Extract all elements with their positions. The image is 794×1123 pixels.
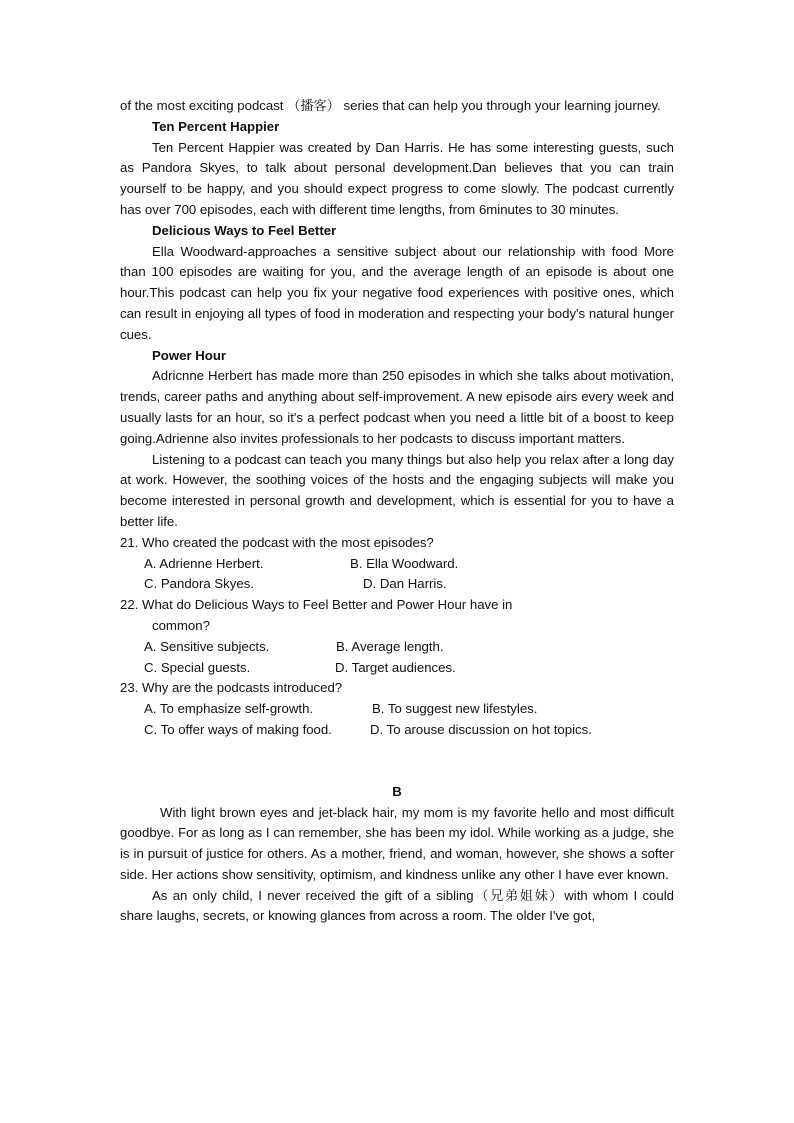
passage-b-paragraph-2: As an only child, I never received the gift of a sibling（兄弟姐妹）with whom I could share laughs, secrets, or knowing glances from across a room. The older I've got,: [120, 887, 674, 924]
question-21-stem: 21. Who created the podcast with the most episodes?: [120, 534, 434, 550]
passage-a-intro: of the most exciting podcast （播客） series that can help you through your learning journey.: [120, 98, 661, 113]
podcast-title-ten-percent-happier: Ten Percent Happier: [152, 118, 280, 134]
option-23-d: D. To arouse discussion on hot topics.: [370, 721, 592, 737]
option-21-d: D. Dan Harris.: [363, 576, 447, 592]
question-23-stem: 23. Why are the podcasts introduced?: [120, 680, 343, 696]
podcast-title-power-hour: Power Hour: [152, 347, 227, 363]
podcast-body-ten-percent-happier: Ten Percent Happier was created by Dan Harris. He has some interesting guests, such as Pandora Skyes, to talk about personal development.Dan believes that you can train yourself to be happy, and you should expect progress to come slowly. The podcast currently has over 700 episodes, each with different time lengths, from 6minutes to 30 minutes.: [120, 139, 674, 217]
question-21-options-row-2: [120, 574, 674, 595]
option-21-b: B. Ella Woodward.: [350, 555, 459, 571]
section-gap: [120, 741, 674, 782]
passage-a-conclusion: Listening to a podcast can teach you many things but also help you relax after a long day at work. However, the soothing voices of the hosts and the engaging subjects will make you become interested in personal growth and development, which is essential for you to have a better life.: [120, 451, 674, 529]
question-22-options-row-2: [120, 658, 674, 679]
question-23-options-row-2: [120, 720, 674, 741]
question-22-stem-continued: common?: [152, 617, 210, 633]
option-23-b: B. To suggest new lifestyles.: [372, 701, 538, 717]
option-23-c: C. To offer ways of making food.: [144, 721, 332, 737]
option-21-a: A. Adrienne Herbert.: [144, 555, 264, 571]
option-22-b: B. Average length.: [336, 638, 444, 654]
podcast-body-delicious-ways: Ella Woodward-approaches a sensitive subject about our relationship with food More than 100 episodes are waiting for you, and the average length of an episode is about one hour.This podcast can help you fix your negative food experiences with positive ones, which can result in enjoying all types of food in moderation and respecting your body's natural hunger cues.: [120, 243, 674, 342]
question-22-options-row-1: [120, 637, 674, 658]
question-23-options-row-1: [120, 699, 674, 720]
option-21-c: C. Pandora Skyes.: [144, 576, 254, 592]
option-23-a: A. To emphasize self-growth.: [144, 701, 314, 717]
passage-b-paragraph-1: With light brown eyes and jet-black hair, my mom is my favorite hello and most difficult goodbye. For as long as I can remember, she has been my idol. While working as a judge, she is in pursuit of justice for others. As a mother, friend, and woman, however, she shows a softer side. Her actions show sensitivity, optimism, and kindness unlike any other I have ever known.: [120, 804, 674, 882]
passage-b-label: B: [392, 783, 402, 799]
question-22-stem: 22. What do Delicious Ways to Feel Better and Power Hour have in: [120, 597, 513, 613]
podcast-body-power-hour: Adricnne Herbert has made more than 250 episodes in which she talks about motivation, trends, career paths and anything about self-improvement. A new episode airs every week and usually lasts for an hour, so it's a perfect podcast when you need a little bit of a boost to keep going.Adrienne also invites professionals to her podcasts to discuss important matters.: [120, 368, 674, 446]
option-22-a: A. Sensitive subjects.: [144, 638, 270, 654]
option-22-c: C. Special guests.: [144, 659, 251, 675]
exam-page: [120, 96, 674, 927]
question-21-options-row-1: [120, 554, 674, 575]
podcast-title-delicious-ways: Delicious Ways to Feel Better: [152, 222, 337, 238]
option-22-d: D. Target audiences.: [335, 659, 456, 675]
